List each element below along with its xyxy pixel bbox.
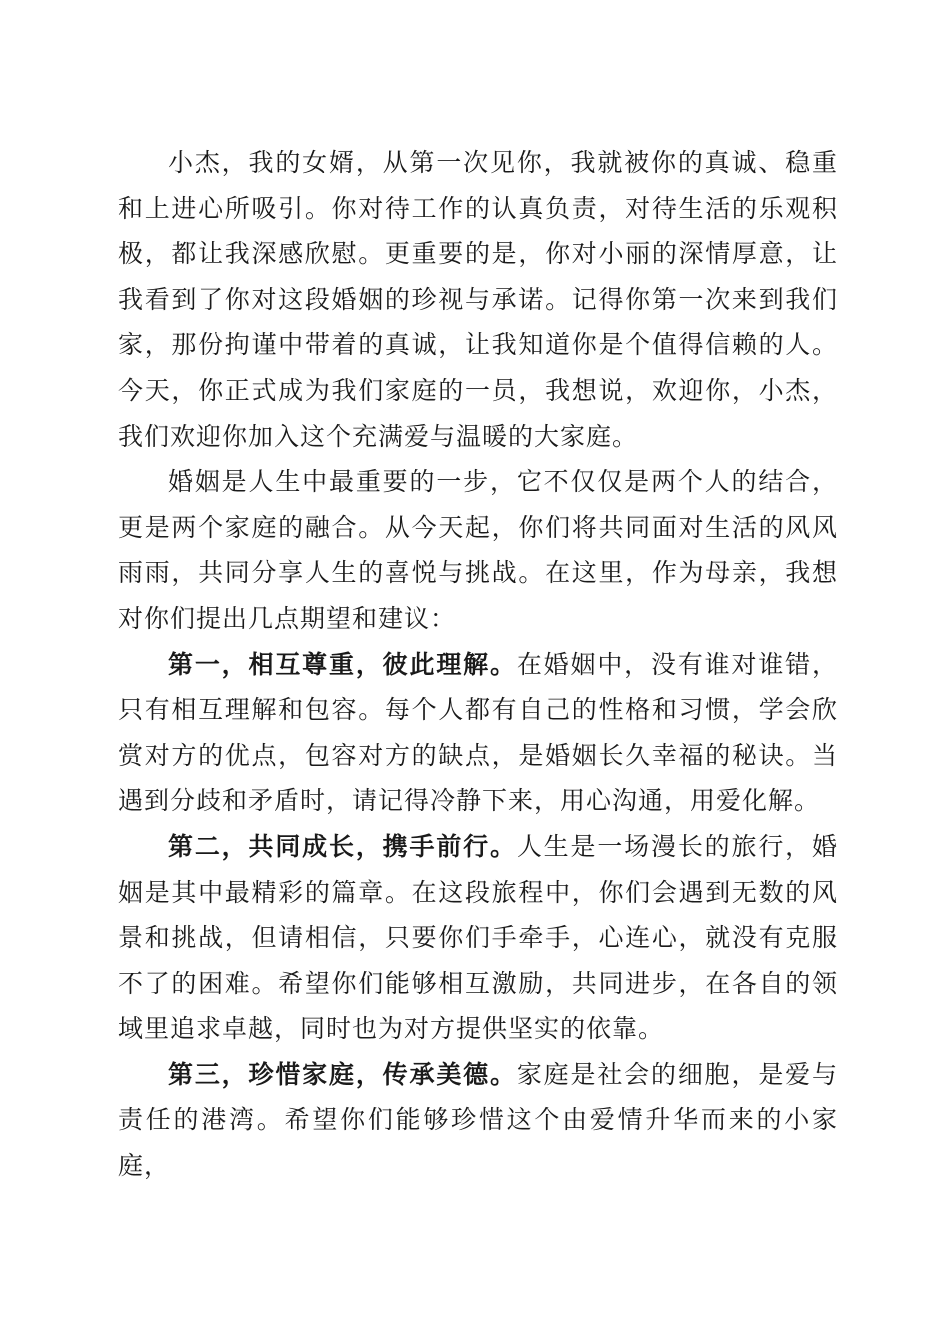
paragraph-5-lead: 第三，珍惜家庭，传承美德。 (168, 1059, 517, 1089)
paragraph-1-text: 小杰，我的女婿，从第一次见你，我就被你的真诚、稳重和上进心所吸引。你对待工作的认真负责，对待生活的乐观积极，都让我深感欣慰。更重要的是，你对小丽的深情厚意，让我看到了你对这段婚姻的珍视与承诺。记得你第一次来到我们家，那份拘谨中带着的真诚，让我知道你是个值得信赖的人。今天，你正式成为我们家庭的一员，我想说，欢迎你，小杰，我们欢迎你加入这个充满爱与温暖的大家庭。 (118, 148, 838, 451)
paragraph-2 (118, 459, 838, 641)
paragraph-3-lead: 第一，相互尊重，彼此理解。 (168, 649, 517, 679)
paragraph-5-text: 家庭是社会的细胞，是爱与责任的港湾。希望你们能够珍惜这个由爱情升华而来的小家庭， (118, 1059, 838, 1181)
paragraph-5 (118, 1052, 838, 1189)
paragraph-1 (118, 140, 838, 459)
paragraph-2-text: 婚姻是人生中最重要的一步，它不仅仅是两个人的结合，更是两个家庭的融合。从今天起，你们将共同面对生活的风风雨雨，共同分享人生的喜悦与挑战。在这里，作为母亲，我想对你们提出几点期望和建议： (118, 467, 838, 633)
paragraph-4-text: 人生是一场漫长的旅行，婚姻是其中最精彩的篇章。在这段旅程中，你们会遇到无数的风景和挑战，但请相信，只要你们手牵手，心连心，就没有克服不了的困难。希望你们能够相互激励，共同进步，在各自的领域里追求卓越，同时也为对方提供坚实的依靠。 (118, 831, 838, 1044)
paragraph-4-lead: 第二，共同成长，携手前行。 (168, 831, 517, 861)
paragraph-3-text: 在婚姻中，没有谁对谁错，只有相互理解和包容。每个人都有自己的性格和习惯，学会欣赏对方的优点，包容对方的缺点，是婚姻长久幸福的秘诀。当遇到分歧和矛盾时，请记得冷静下来，用心沟通，用爱化解。 (118, 649, 838, 816)
document-body (118, 140, 838, 1189)
paragraph-4 (118, 824, 838, 1052)
paragraph-3 (118, 642, 838, 824)
